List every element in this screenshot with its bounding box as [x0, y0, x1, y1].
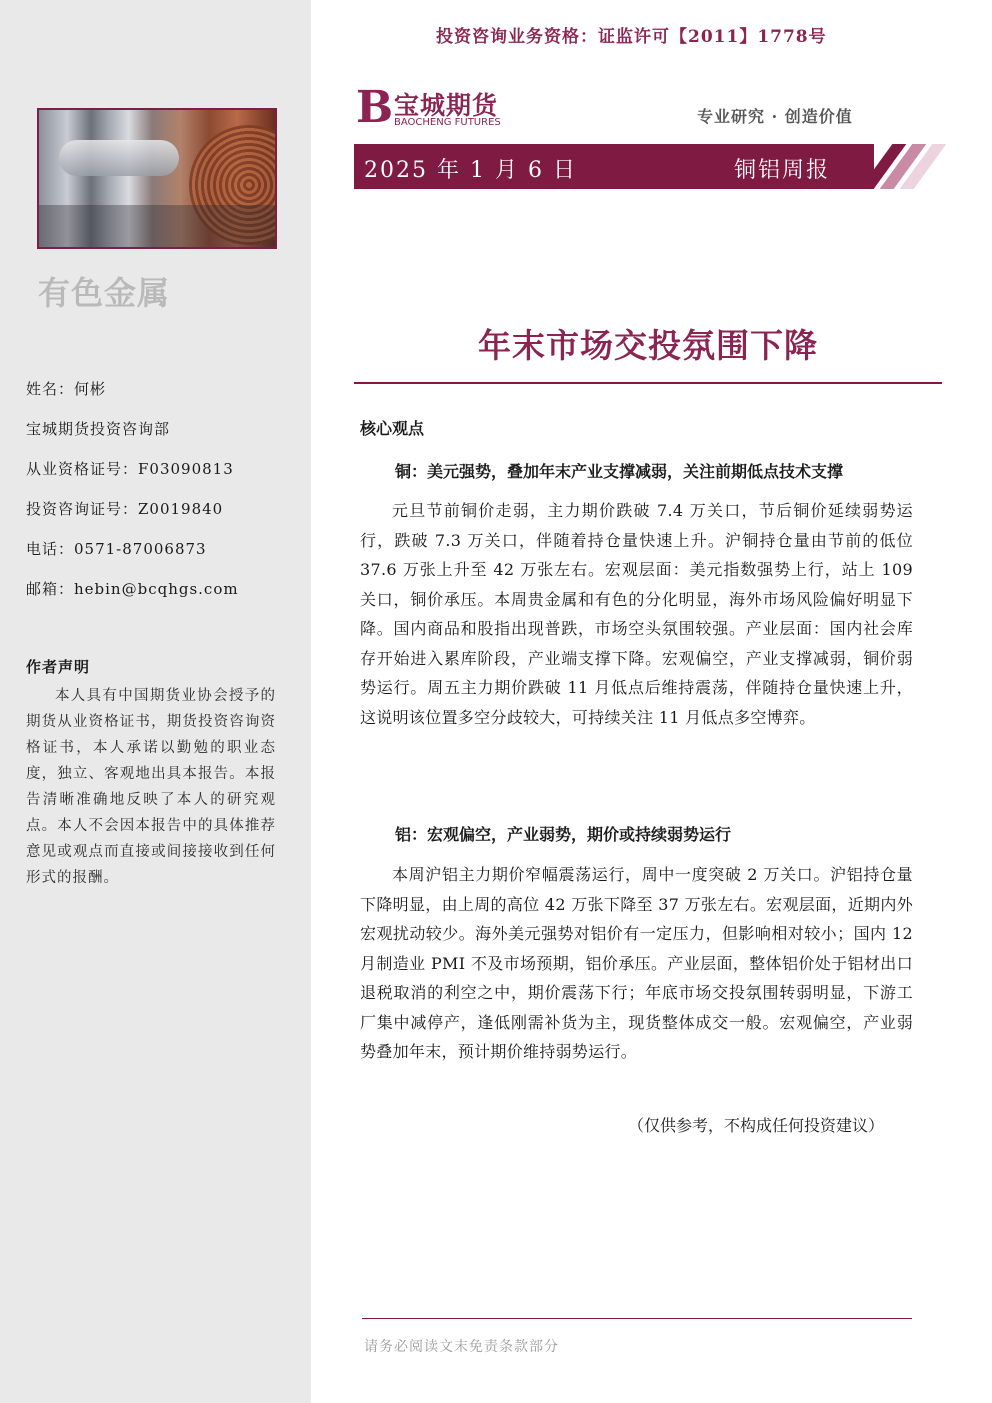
title-divider [354, 382, 942, 384]
metal-bar-graphic [59, 140, 179, 176]
analyst-name: 姓名：何彬 [26, 380, 107, 398]
aluminum-body: 本周沪铝主力期价窄幅震荡运行，周中一度突破 2 万关口。沪铝持仓量下降明显，由上周的高位 42 万张下降至 37 万张左右。宏观层面，近期内外宏观扰动较少。海外美元强势对铝价有一定压力，但影响相对较小；国内 12 月制造业 PMI 不及市场预期，铝价承压。产业层面，整体铝价处于铝材出口退税取消的利空之中，期价震荡下行；年底市场交投氛围转弱明显，下游工厂集中减停产，逢低刚需补货为主，现货整体成交一般。宏观偏空，产业弱势叠加年末，预计期价维持弱势运行。 [360, 865, 913, 1061]
email[interactable]: 邮箱：hebin@bcqhgs.com [26, 580, 239, 598]
copper-body: 元旦节前铜价走弱，主力期价跌破 7.4 万关口，节后铜价延续弱势运行，跌破 7.3 万关口，伴随着持仓量快速上升。沪铜持仓量由节前的低位 37.6 万张上升至 42 万张左右。宏观层面：美元指数强势上行，站上 109 关口，铜价承压。本周贵金属和有色的分化明显，海外市场风险偏好明显下降。国内商品和股指出现普跌，市场空头氛围较强。产业层面：国内社会库存开始进入累库阶段，产业端支撑下降。宏观偏空，产业支撑减弱，铜价弱势运行。周五主力期价跌破 11 月低点后维持震荡，伴随持仓量快速上升，这说明该位置多空分歧较大，可持续关注 11 月低点多空博弈。 [360, 501, 913, 727]
aluminum-heading: 铝：宏观偏空，产业弱势，期价或持续弱势运行 [395, 825, 732, 844]
consulting-number: 投资咨询证号：Z0019840 [26, 500, 224, 518]
qualification-number: 从业资格证号：F03090813 [26, 460, 234, 478]
declaration-body: 本人具有中国期货业协会授予的期货从业资格证书，期货投资咨询资格证书，本人承诺以勤勉的职业态度，独立、客观地出具本报告。本报告清晰准确地反映了本人的研究观点。本人不会因本报告中的具体推荐意见或观点而直接或间接接收到任何形式的报酬。 [26, 688, 276, 886]
logo-mark-icon: B [356, 82, 394, 133]
footer-divider [362, 1318, 912, 1319]
declaration-title: 作者声明 [26, 658, 91, 676]
sector-label: 有色金属 [38, 274, 171, 312]
copper-heading: 铜：美元强势，叠加年末产业支撑减弱，关注前期低点技术支撑 [395, 462, 844, 481]
company-logo [356, 82, 526, 133]
logo-chinese: 宝城期货 [394, 91, 499, 120]
slogan: 专业研究 · 创造价值 [697, 107, 853, 126]
investment-disclaimer: （仅供参考，不构成任何投资建议） [628, 1116, 885, 1135]
cover-photo [37, 108, 277, 249]
shadow-graphic [39, 205, 277, 249]
report-date: 2025 年 1 月 6 日 [364, 158, 577, 183]
report-title: 年末市场交投氛围下降 [478, 326, 818, 365]
phone: 电话：0571-87006873 [26, 540, 207, 558]
footer-note[interactable]: 请务必阅读文末免责条款部分 [364, 1339, 559, 1355]
logo-english: BAOCHENG FUTURES [394, 117, 501, 128]
core-view-label: 核心观点 [360, 419, 425, 438]
report-type: 铜铝周报 [734, 158, 831, 183]
license-line: 投资咨询业务资格：证监许可【2011】1778号 [436, 27, 827, 47]
department: 宝城期货投资咨询部 [26, 420, 171, 438]
